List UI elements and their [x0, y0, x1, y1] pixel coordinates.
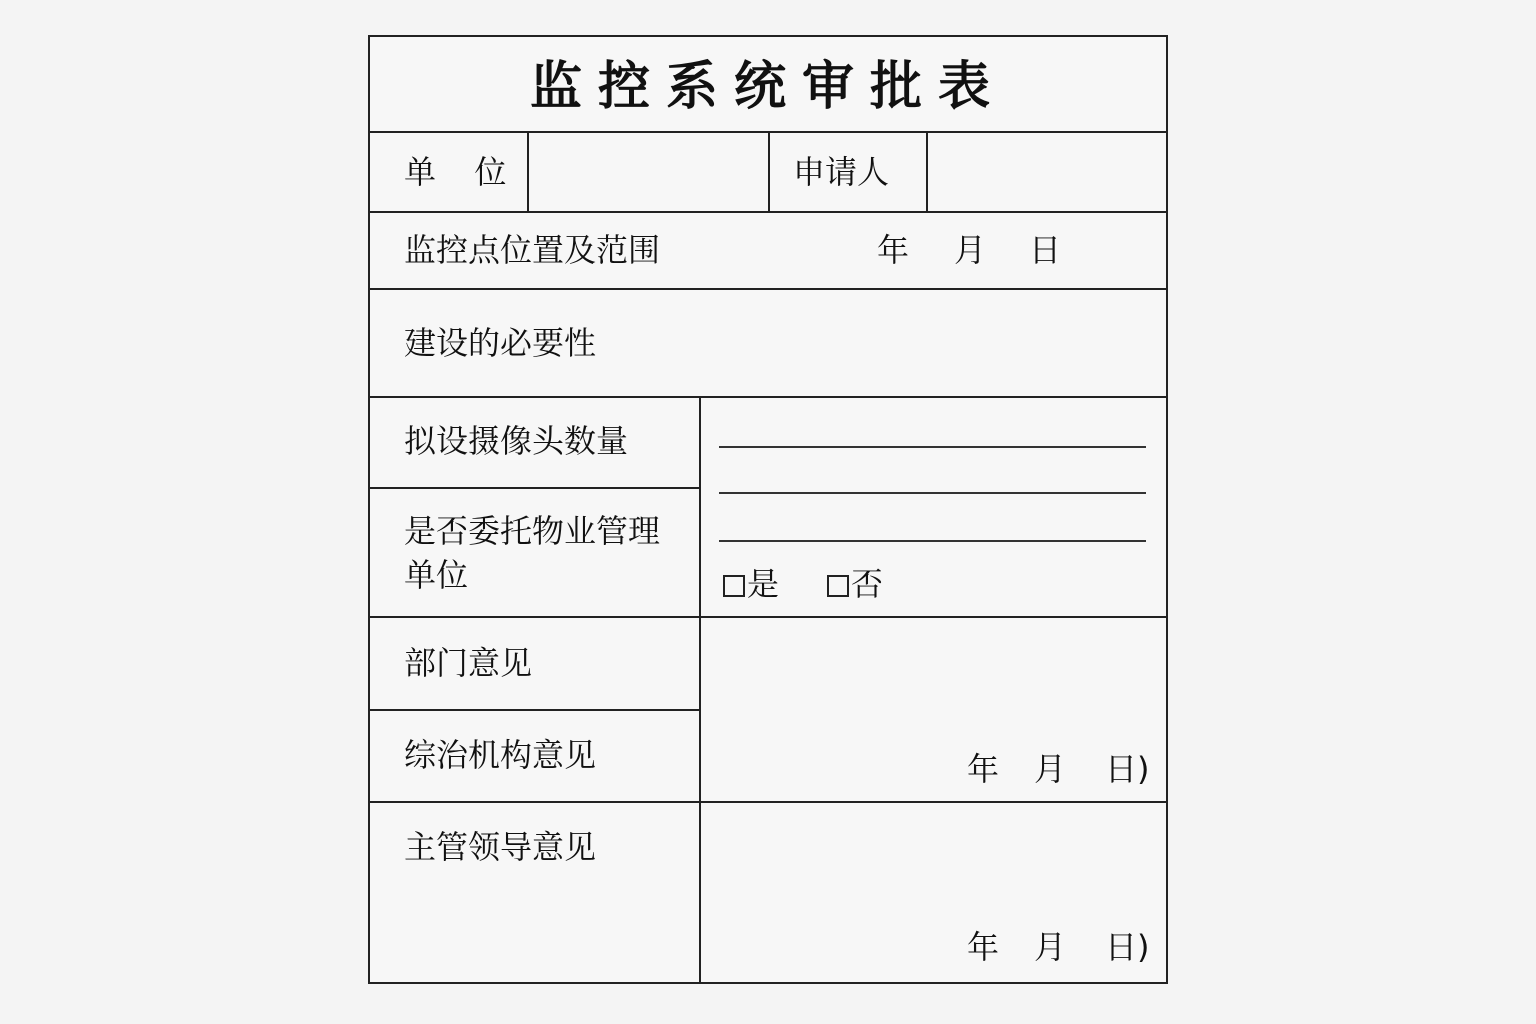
option-yes[interactable] — [723, 564, 779, 604]
checkbox-no[interactable] — [827, 575, 849, 597]
row-divider — [370, 396, 1166, 398]
row-divider — [370, 709, 700, 711]
opinion-date-day: 日) — [1105, 750, 1150, 788]
checkbox-yes[interactable] — [723, 575, 745, 597]
camera-count-line[interactable] — [719, 540, 1146, 542]
option-no-label: 否 — [851, 565, 884, 603]
applicant-label: 申请人 — [793, 153, 890, 191]
location-date-month: 月 — [954, 231, 987, 269]
camera-count-line[interactable] — [719, 492, 1146, 494]
row-divider — [370, 487, 700, 489]
row-divider — [370, 211, 1166, 213]
unit-label: 单 位 — [404, 153, 513, 191]
property-mgmt-label-line1: 是否委托物业管理 — [404, 512, 661, 550]
column-divider — [699, 396, 701, 984]
camera-count-label: 拟设摄像头数量 — [404, 422, 629, 460]
leader-date-day: 日) — [1105, 928, 1150, 966]
column-divider — [527, 131, 529, 211]
location-date-year: 年 — [877, 231, 910, 269]
dept-opinion-label: 部门意见 — [404, 644, 533, 682]
row-divider — [370, 288, 1166, 290]
camera-count-line[interactable] — [719, 446, 1146, 448]
location-label: 监控点位置及范围 — [404, 231, 661, 269]
property-mgmt-label-line2: 单位 — [404, 556, 469, 594]
row-divider — [370, 616, 1166, 618]
form-title: 监控系统审批表 — [529, 57, 1006, 117]
option-no[interactable] — [827, 564, 883, 604]
leader-date-year: 年 — [967, 928, 1000, 966]
unit-field[interactable] — [540, 152, 760, 192]
leader-opinion-label: 主管领导意见 — [404, 828, 597, 866]
opinion-date-year: 年 — [967, 750, 1000, 788]
leader-date-month: 月 — [1034, 928, 1067, 966]
column-divider — [768, 131, 770, 211]
approval-form — [368, 35, 1168, 984]
opinion-date-month: 月 — [1034, 750, 1067, 788]
location-date-day: 日 — [1029, 231, 1062, 269]
necessity-label: 建设的必要性 — [404, 324, 597, 362]
option-yes-label: 是 — [747, 565, 780, 603]
row-divider — [370, 801, 1166, 803]
applicant-field[interactable] — [940, 152, 1155, 192]
comprehensive-opinion-label: 综治机构意见 — [404, 736, 597, 774]
column-divider — [926, 131, 928, 211]
